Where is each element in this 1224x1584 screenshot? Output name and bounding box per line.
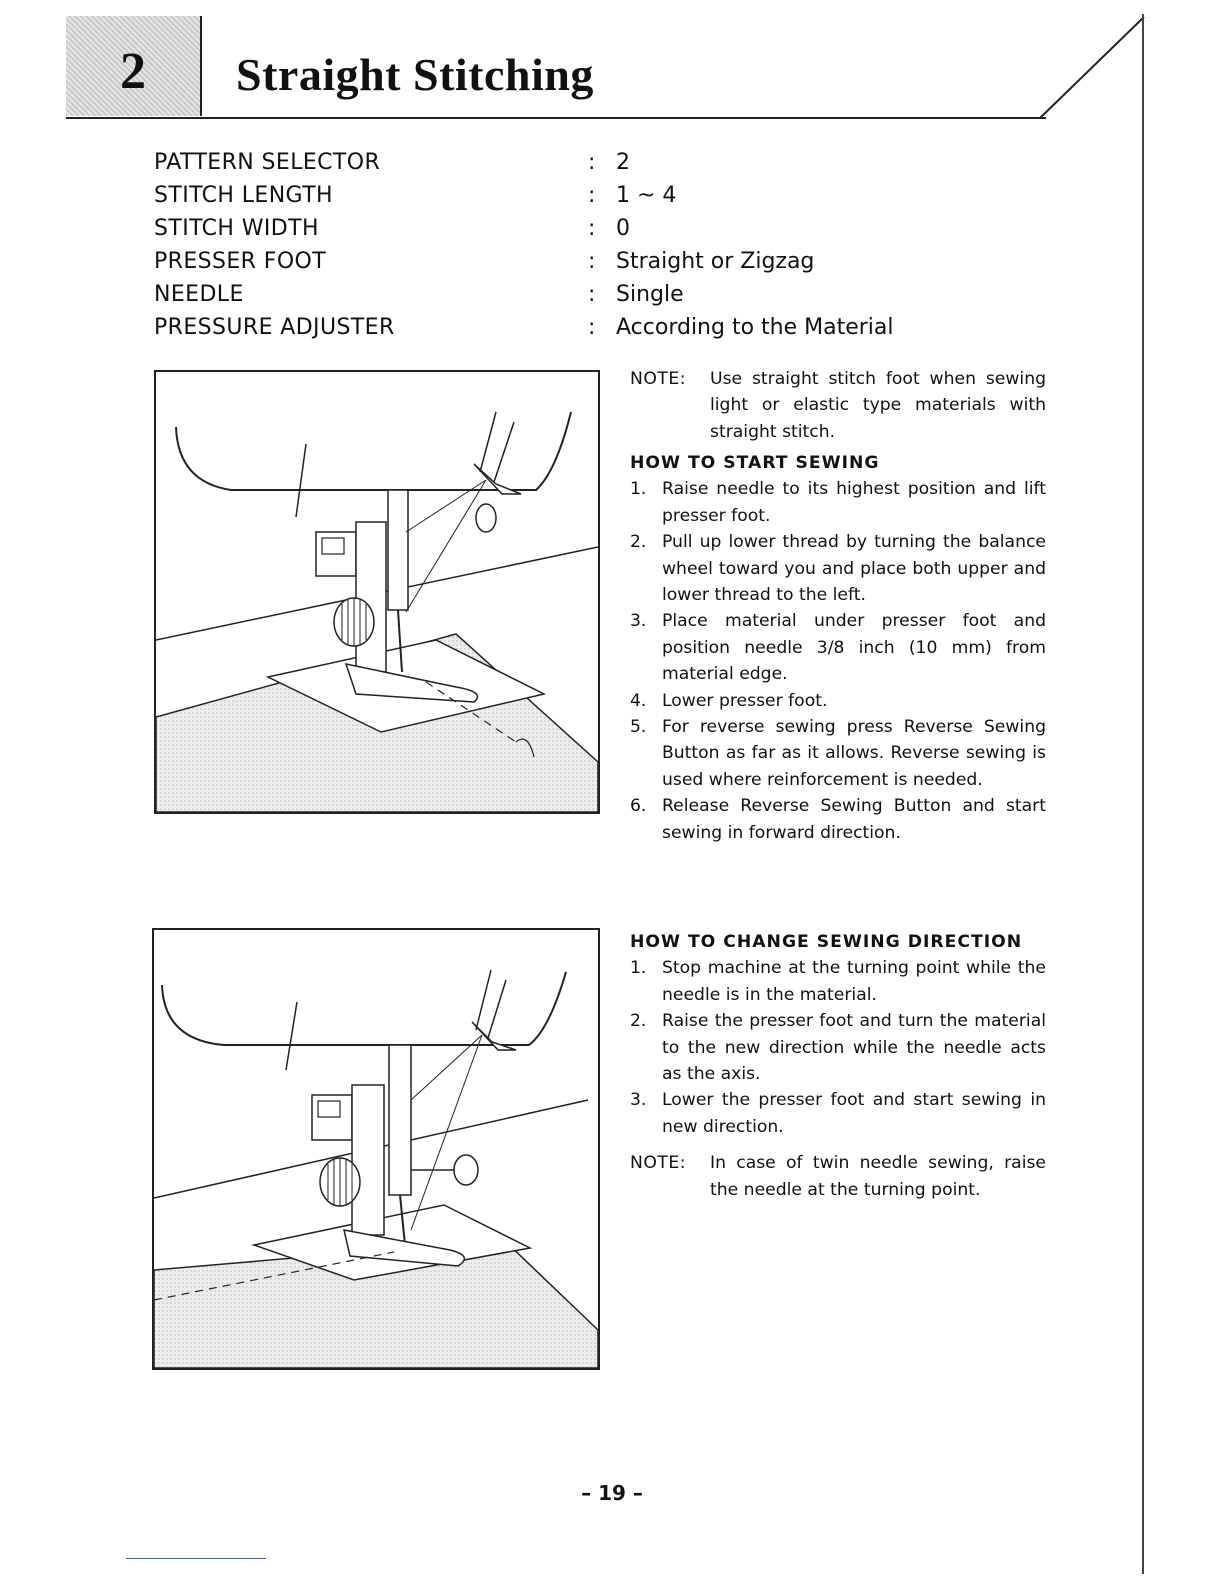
step-number: 6. bbox=[630, 796, 647, 817]
section-heading: HOW TO START SEWING bbox=[630, 453, 880, 473]
list-item bbox=[630, 793, 1046, 846]
note-twin-needle bbox=[630, 1150, 1046, 1203]
step-number: 2. bbox=[630, 1011, 647, 1032]
chapter-number-box bbox=[66, 16, 202, 116]
figure-change-direction-illustration bbox=[152, 928, 600, 1370]
step-text: Stop machine at the turning point while the needle is in the material. bbox=[662, 958, 1046, 1005]
step-number: 5. bbox=[630, 717, 647, 738]
list-item bbox=[630, 714, 1046, 793]
setting-value: Straight or Zigzag bbox=[616, 249, 815, 274]
step-text: Lower presser foot. bbox=[662, 690, 828, 711]
list-item bbox=[630, 476, 1046, 529]
figure-start-sewing-illustration bbox=[154, 370, 600, 814]
page-number: – 19 – bbox=[581, 1481, 643, 1505]
footer-rule bbox=[126, 1558, 266, 1559]
page-edge-line bbox=[1142, 14, 1144, 1574]
step-text: Place material under presser foot and position needle 3/8 inch (10 mm) from material edge. bbox=[662, 611, 1046, 685]
list-item bbox=[630, 529, 1046, 608]
section-start-sewing bbox=[630, 450, 1046, 846]
setting-label: PRESSURE ADJUSTER bbox=[154, 315, 395, 340]
step-text: For reverse sewing press Reverse Sewing Button as far as it allows. Reverse sewing is used where reinforcement is needed. bbox=[662, 717, 1046, 790]
list-item bbox=[630, 1087, 1046, 1140]
step-number: 4. bbox=[630, 690, 647, 711]
step-text: Release Reverse Sewing Button and start sewing in forward direction. bbox=[662, 796, 1046, 843]
step-text: Raise needle to its highest position and lift presser foot. bbox=[662, 479, 1046, 526]
note-text: Use straight stitch foot when sewing light or elastic type materials with straight stitch. bbox=[710, 369, 1046, 442]
setting-colon: : bbox=[588, 282, 596, 307]
step-number: 3. bbox=[630, 1090, 647, 1111]
list-item bbox=[630, 608, 1046, 687]
step-number: 3. bbox=[630, 611, 647, 632]
page-title: Straight Stitching bbox=[236, 49, 594, 100]
steps-list bbox=[630, 476, 1046, 846]
step-text: Pull up lower thread by turning the balance wheel toward you and place both upper and lower thread to the left. bbox=[662, 532, 1046, 606]
setting-colon: : bbox=[588, 315, 596, 340]
header-diagonal-line bbox=[1040, 15, 1150, 125]
setting-value: Single bbox=[616, 282, 684, 307]
step-text: Raise the presser foot and turn the material to the new direction while the needle acts as the axis. bbox=[662, 1011, 1046, 1085]
note-label: NOTE: bbox=[630, 1153, 687, 1174]
setting-colon: : bbox=[588, 216, 596, 241]
section-heading: HOW TO CHANGE SEWING DIRECTION bbox=[630, 932, 1023, 952]
list-item bbox=[630, 688, 1046, 714]
step-number: 2. bbox=[630, 532, 647, 553]
list-item bbox=[630, 1008, 1046, 1087]
setting-value: 2 bbox=[616, 150, 630, 175]
setting-label: NEEDLE bbox=[154, 282, 244, 307]
setting-colon: : bbox=[588, 150, 596, 175]
note-straight-stitch-foot bbox=[630, 366, 1046, 445]
setting-label: PATTERN SELECTOR bbox=[154, 150, 381, 175]
list-item bbox=[630, 955, 1046, 1008]
setting-label: PRESSER FOOT bbox=[154, 249, 327, 274]
note-label: NOTE: bbox=[630, 369, 687, 389]
setting-value: 0 bbox=[616, 216, 630, 241]
setting-value: 1 ~ 4 bbox=[616, 183, 677, 208]
step-number: 1. bbox=[630, 479, 647, 500]
setting-value: According to the Material bbox=[616, 315, 894, 340]
steps-list bbox=[630, 955, 1046, 1140]
sewing-machine-illustration bbox=[156, 372, 598, 812]
setting-label: STITCH WIDTH bbox=[154, 216, 319, 241]
header-rule bbox=[66, 117, 1046, 119]
section-change-direction bbox=[630, 929, 1046, 1203]
step-number: 1. bbox=[630, 958, 647, 979]
setting-label: STITCH LENGTH bbox=[154, 183, 333, 208]
note-text: In case of twin needle sewing, raise the needle at the turning point. bbox=[710, 1153, 1046, 1200]
setting-colon: : bbox=[588, 183, 596, 208]
sewing-machine-illustration bbox=[154, 930, 598, 1368]
setting-colon: : bbox=[588, 249, 596, 274]
chapter-number: 2 bbox=[120, 43, 146, 100]
step-text: Lower the presser foot and start sewing in new direction. bbox=[662, 1090, 1046, 1137]
